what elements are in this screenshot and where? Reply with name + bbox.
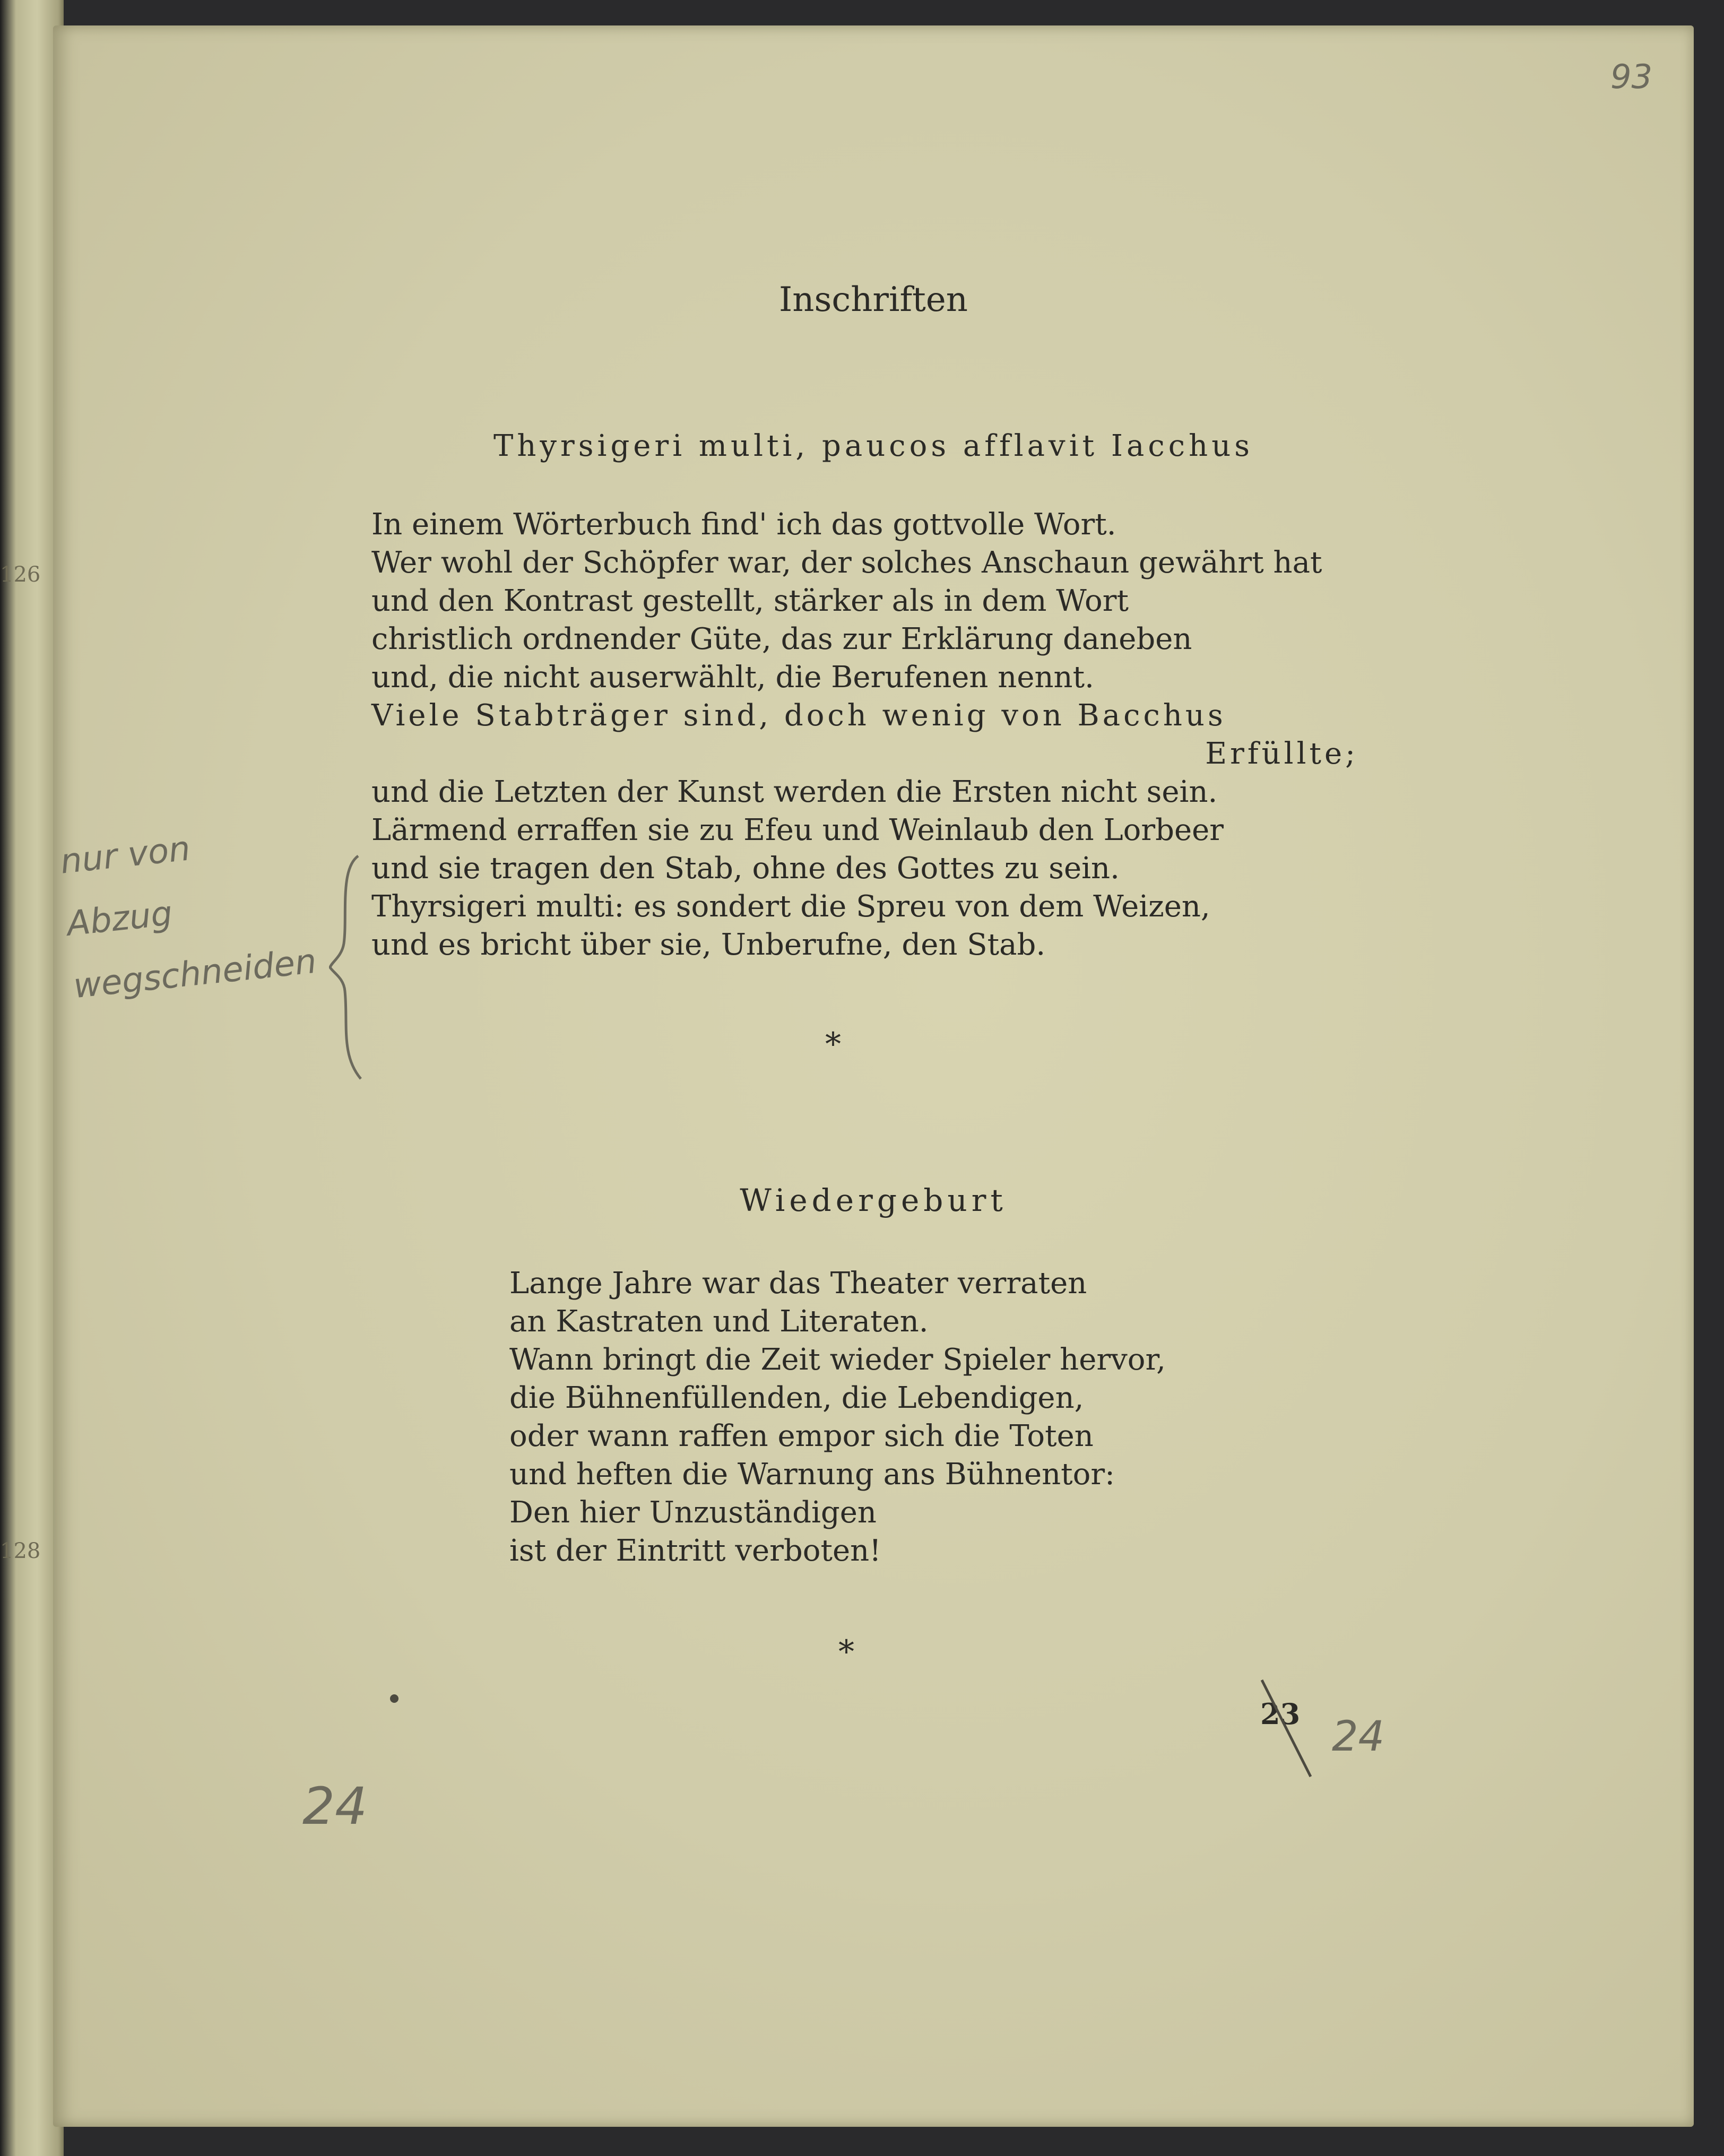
section-separator: * [825, 1026, 841, 1063]
poem-line: an Kastraten und Literaten. [509, 1304, 929, 1339]
poem-line: Wann bringt die Zeit wieder Spieler hervor, [509, 1343, 1166, 1377]
poem-line: Den hier Unzuständigen [509, 1495, 877, 1530]
poem-line: und sie tragen den Stab, ohne des Gottes zu sein. [371, 851, 1120, 886]
poem-line: und die Letzten der Kunst werden die Ersten nicht sein. [371, 775, 1218, 809]
poem-body [509, 1265, 1252, 1570]
poem-line: oder wann raffen empor sich die Toten [509, 1419, 1094, 1453]
poem-line: Thyrsigeri multi: es sondert die Spreu von dem Weizen, [371, 889, 1210, 924]
pencil-page-correction: 24 [1332, 1713, 1385, 1761]
poem-line: Lärmend erraffen sie zu Efeu und Weinlaub den Lorbeer [371, 813, 1224, 847]
poem-line: und den Kontrast gestellt, stärker als in dem Wort [371, 584, 1129, 618]
facing-page-mark: 128 [0, 1539, 41, 1563]
facing-page-mark: 126 [0, 562, 41, 587]
poem-line: Wer wohl der Schöpfer war, der solches Anschaun gewährt hat [371, 546, 1322, 580]
poem-line: und heften die Warnung ans Bühnentor: [509, 1457, 1115, 1492]
ink-speck [390, 1694, 398, 1703]
section-heading: Inschriften [779, 280, 968, 319]
poem-line-continuation: Erfüllte; [1205, 737, 1358, 771]
poem-line: In einem Wörterbuch find' ich das gottvolle Wort. [371, 507, 1116, 542]
poem-line: und es bricht über sie, Unberufne, den Stab. [371, 928, 1046, 962]
margin-note-line: Abzug [65, 894, 175, 944]
printed-page-number: 23 [1260, 1697, 1301, 1731]
section-separator: * [838, 1633, 854, 1670]
book-page [53, 25, 1694, 2127]
poem-line: Viele Stabträger sind, doch wenig von Bacchus [371, 698, 1226, 733]
pencil-strike-mark [1258, 1676, 1316, 1782]
poem-title: Thyrsigeri multi, paucos afflavit Iacchus [493, 429, 1254, 463]
margin-note-line: nur von [58, 829, 192, 882]
poem-line: und, die nicht auserwählt, die Berufenen nennt. [371, 660, 1094, 695]
poem-line: ist der Eintritt verboten! [509, 1534, 881, 1568]
poem-body [371, 506, 1358, 964]
pencil-page-number: 93 [1610, 57, 1652, 96]
pencil-bottom-number: 24 [302, 1777, 368, 1836]
poem-line: die Bühnenfüllenden, die Lebendigen, [509, 1381, 1084, 1415]
margin-note-line: wegschneiden [71, 941, 318, 1007]
poem-line: Lange Jahre war das Theater verraten [509, 1266, 1087, 1301]
poem-line: christlich ordnender Güte, das zur Erklärung daneben [371, 622, 1192, 656]
poem-title: Wiedergeburt [740, 1182, 1007, 1218]
pencil-margin-note [57, 802, 351, 1018]
